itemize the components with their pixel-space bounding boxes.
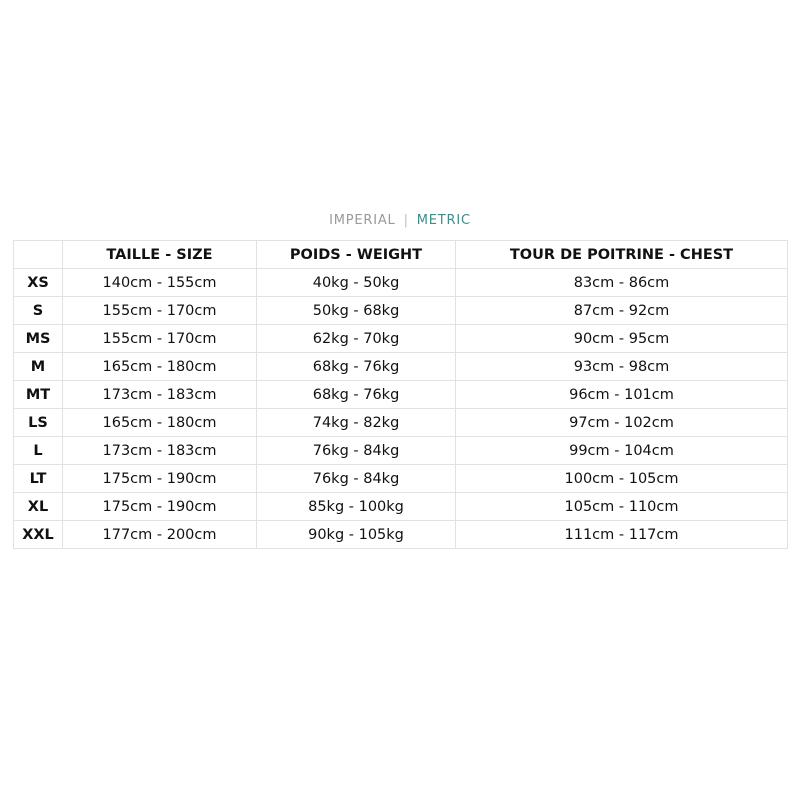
size-code-cell: LS <box>14 409 63 437</box>
weight-cell: 40kg - 50kg <box>257 269 456 297</box>
weight-cell: 90kg - 105kg <box>257 521 456 549</box>
chest-cell: 111cm - 117cm <box>456 521 788 549</box>
height-cell: 140cm - 155cm <box>63 269 257 297</box>
table-row <box>14 381 788 409</box>
weight-cell: 68kg - 76kg <box>257 353 456 381</box>
chest-cell: 105cm - 110cm <box>456 493 788 521</box>
table-row <box>14 297 788 325</box>
height-cell: 173cm - 183cm <box>63 437 257 465</box>
table-row <box>14 353 788 381</box>
header-weight: POIDS - WEIGHT <box>257 241 456 269</box>
chest-cell: 83cm - 86cm <box>456 269 788 297</box>
weight-cell: 62kg - 70kg <box>257 325 456 353</box>
chest-cell: 90cm - 95cm <box>456 325 788 353</box>
size-code-cell: XL <box>14 493 63 521</box>
size-code-cell: LT <box>14 465 63 493</box>
weight-cell: 68kg - 76kg <box>257 381 456 409</box>
chest-cell: 97cm - 102cm <box>456 409 788 437</box>
weight-cell: 74kg - 82kg <box>257 409 456 437</box>
header-size-code <box>14 241 63 269</box>
table-row <box>14 409 788 437</box>
chest-cell: 100cm - 105cm <box>456 465 788 493</box>
unit-separator: | <box>403 213 409 228</box>
size-code-cell: XS <box>14 269 63 297</box>
size-code-cell: L <box>14 437 63 465</box>
table-row <box>14 521 788 549</box>
header-row <box>14 241 788 269</box>
header-chest: TOUR DE POITRINE - CHEST <box>456 241 788 269</box>
table-row <box>14 437 788 465</box>
table-row <box>14 465 788 493</box>
height-cell: 165cm - 180cm <box>63 409 257 437</box>
height-cell: 155cm - 170cm <box>63 297 257 325</box>
height-cell: 165cm - 180cm <box>63 353 257 381</box>
height-cell: 175cm - 190cm <box>63 465 257 493</box>
chest-cell: 96cm - 101cm <box>456 381 788 409</box>
size-code-cell: S <box>14 297 63 325</box>
metric-option[interactable]: METRIC <box>416 213 471 228</box>
height-cell: 175cm - 190cm <box>63 493 257 521</box>
table-row <box>14 325 788 353</box>
height-cell: 173cm - 183cm <box>63 381 257 409</box>
table-row <box>14 269 788 297</box>
weight-cell: 76kg - 84kg <box>257 465 456 493</box>
weight-cell: 76kg - 84kg <box>257 437 456 465</box>
size-code-cell: M <box>14 353 63 381</box>
size-chart-table <box>13 240 788 549</box>
unit-toggle <box>0 213 800 228</box>
size-code-cell: MS <box>14 325 63 353</box>
size-code-cell: MT <box>14 381 63 409</box>
chest-cell: 99cm - 104cm <box>456 437 788 465</box>
table-row <box>14 493 788 521</box>
weight-cell: 85kg - 100kg <box>257 493 456 521</box>
header-height: TAILLE - SIZE <box>63 241 257 269</box>
chest-cell: 87cm - 92cm <box>456 297 788 325</box>
height-cell: 177cm - 200cm <box>63 521 257 549</box>
size-code-cell: XXL <box>14 521 63 549</box>
chest-cell: 93cm - 98cm <box>456 353 788 381</box>
height-cell: 155cm - 170cm <box>63 325 257 353</box>
weight-cell: 50kg - 68kg <box>257 297 456 325</box>
imperial-option[interactable]: IMPERIAL <box>329 213 396 228</box>
